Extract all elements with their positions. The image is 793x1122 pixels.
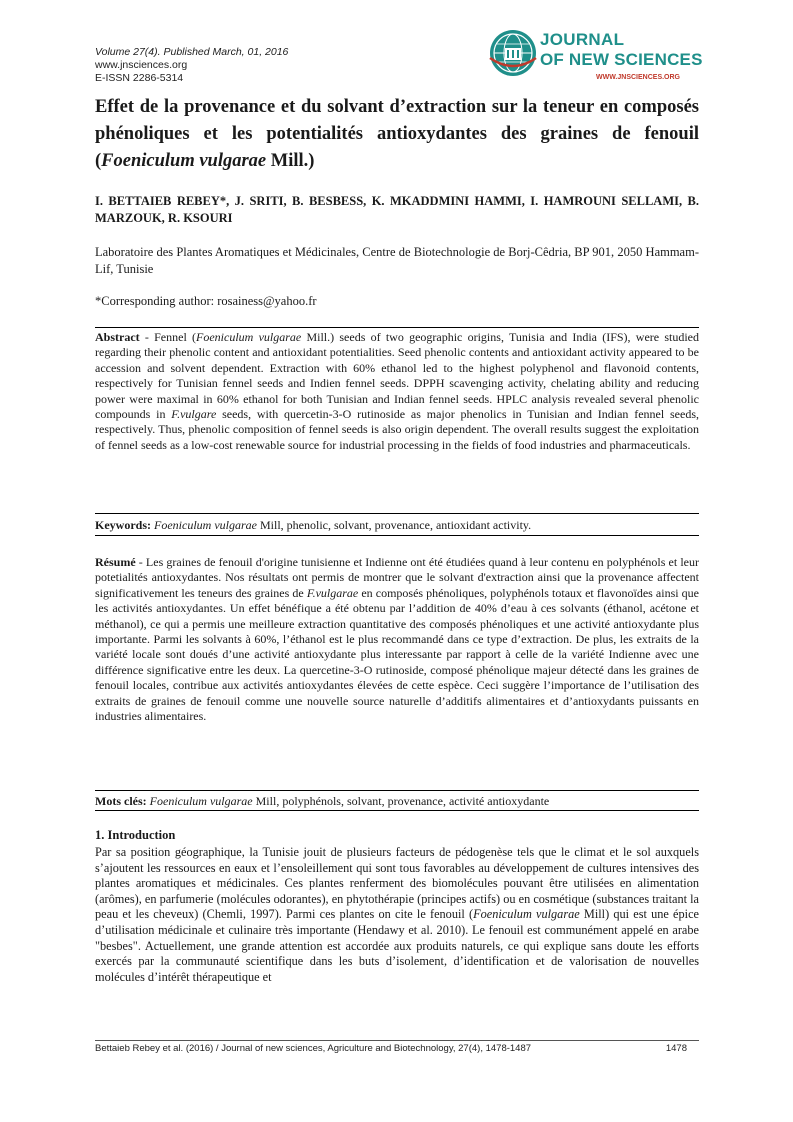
issn-line: E-ISSN 2286-5314	[95, 72, 184, 84]
section-heading: 1. Introduction	[95, 828, 176, 842]
abstract-label: Abstract	[95, 330, 140, 344]
keywords-label: Keywords:	[95, 518, 151, 532]
corresponding-author: *Corresponding author: rosainess@yahoo.fr	[95, 294, 317, 308]
introduction-body: Par sa position géographique, la Tunisie jouit de plusieurs facteurs de pédogenèse tels que le climat et le sol auxquels s’ajoutent les ressources en eaux et l’ensoleillement qui sont tous favorables au développement de cultures intensives des plantes aromatiques et médicinales. Ces plantes renferment des biomolécules pouvant être utilisées en alimentation (arômes), en parfumerie (molécules odorantes), en phytothérapie (principes actifs) ou en cosmétique (substances traitant la peau et les cheveux) (Chemli, 1997). Parmi ces plantes on cite le fenouil (Foeniculum vulgarae Mill) qui est une épice d’utilisation médicinale et culinaire très importante (Hendawy et al. 2010). Le fenouil est communément appelé en arabe "besbes". Actuellement, une grande attention est accordée aux produits naturels, ce qui explique sans doute les efforts exercés par la communauté scientifique dans les buts d’isolement, d’identification et de valorisation de nouvelles molécules d’intérêt thérapeutique et	[95, 845, 699, 984]
resume-label: Résumé	[95, 555, 136, 569]
logo-line-1: JOURNAL	[540, 30, 625, 49]
mots-cles-label: Mots clés:	[95, 794, 147, 808]
footer-citation: Bettaieb Rebey et al. (2016) / Journal of new sciences, Agriculture and Biotechnology, 27(4), 1478-1487	[95, 1043, 532, 1054]
mots-cles: Mots clés: Foeniculum vulgarae Mill, polyphénols, solvant, provenance, activité antioxydante	[95, 794, 550, 808]
journal-meta	[95, 46, 288, 85]
footer-divider	[95, 1040, 699, 1041]
logo-line-2: OF NEW SCIENCES	[540, 50, 703, 69]
keywords: Keywords: Foeniculum vulgarae Mill, phenolic, solvant, provenance, antioxidant activity.	[95, 518, 532, 532]
divider	[95, 327, 699, 328]
volume-line: Volume 27(4). Published March, 01, 2016	[95, 46, 289, 58]
page-number: 1478	[665, 1043, 687, 1054]
divider	[95, 810, 699, 811]
resume: Résumé - Les graines de fenouil d'origine tunisienne et Indienne ont été étudiées quand à leur contenu en polyphénols et leur potetialités antioxydantes. Nos résultats ont permis de montrer que le solvant d'extraction ainsi que la provenance affectent significativement les teneurs des graines de F.vulgarae en composés phénoliques, polyphénols totaux et flavonoïdes ainsi que les activités antioxydantes. Un effet bénéfique a été obtenu par l’addition de 40% d’eau à ces solvants (éthanol, acétone et méthanol), ce qui a permis une meilleure extraction quantitative des composés phénoliques et une activité antioxydante plus importante. Parmi les solvants à 60%, l’éthanol est le plus recommandé dans ce type d’extraction. De plus, les extraits de la variété locale sont doués d’une activité antioxydante plus interessante par rapport à celle de la variété Indienne avec une différence significative entre les deux. La quercetine-3-O rutinoside, composé phénolique majeur détecté dans les graines de fenouil locales, contribue aux activités antioxydantes élevées de cette espèce. Ceci suggère l’importance de l’utilisation des extraits de graines de fenouil comme une nouvelle source naturelle d’additifs alimentaires et d’antioxydants puissants en industries alimentaires.	[95, 555, 700, 724]
website-link[interactable]: www.jnsciences.org	[95, 59, 188, 71]
affiliation: Laboratoire des Plantes Aromatiques et Médicinales, Centre de Biotechnologie de Borj-Cêdria, BP 901, 2050 Hammam-Lif, Tunisie	[95, 245, 699, 276]
abstract: Abstract - Fennel (Foeniculum vulgarae Mill.) seeds of two geographic origins, Tunisia and India (IFS), were studied regarding their phenolic content and antioxidant potentialities. Seed phenolic contents and antioxidant activity appeared to be accession and solvent dependent. Extraction with 60% ethanol led to the highest polyphenol and flavonoid contents, respectively for Tunisian fennel seeds and Indien fennel seeds. DPPH scavenging activity, chelating ability and reducing power were maximal in 60% ethanol for both Tunisian and Indian fennel seeds. HPLC analysis revealed several phenolic compounds in F.vulgare seeds, with quercetin-3-O rutinoside as major phenolics in Tunisian and Indian fennel seeds, respectively. Thus, phenolic composition of fennel seeds is also origin dependent. The overall results suggest the exploitation of fennel seeds as a low-cost renewable source for industrial processing in the fields of food industries and pharmaceuticals.	[95, 330, 699, 452]
globe-icon	[488, 28, 538, 78]
title-species: Foeniculum vulgarae	[101, 151, 267, 171]
paper-title: Effet de la provenance et du solvant d’extraction sur la teneur en composés phénoliques et les potentialités antioxydantes des graines de fenouil (Foeniculum vulgarae Mill.)	[95, 97, 699, 171]
author-list: I. BETTAIEB REBEY*, J. SRITI, B. BESBESS, K. MKADDMINI HAMMI, I. HAMROUNI SELLAMI, B. MARZOUK, R. KSOURI	[95, 194, 699, 225]
divider	[95, 535, 699, 536]
divider	[95, 513, 699, 514]
divider	[95, 790, 699, 791]
journal-logo	[488, 28, 703, 90]
logo-url: WWW.JNSCIENCES.ORG	[596, 74, 681, 81]
